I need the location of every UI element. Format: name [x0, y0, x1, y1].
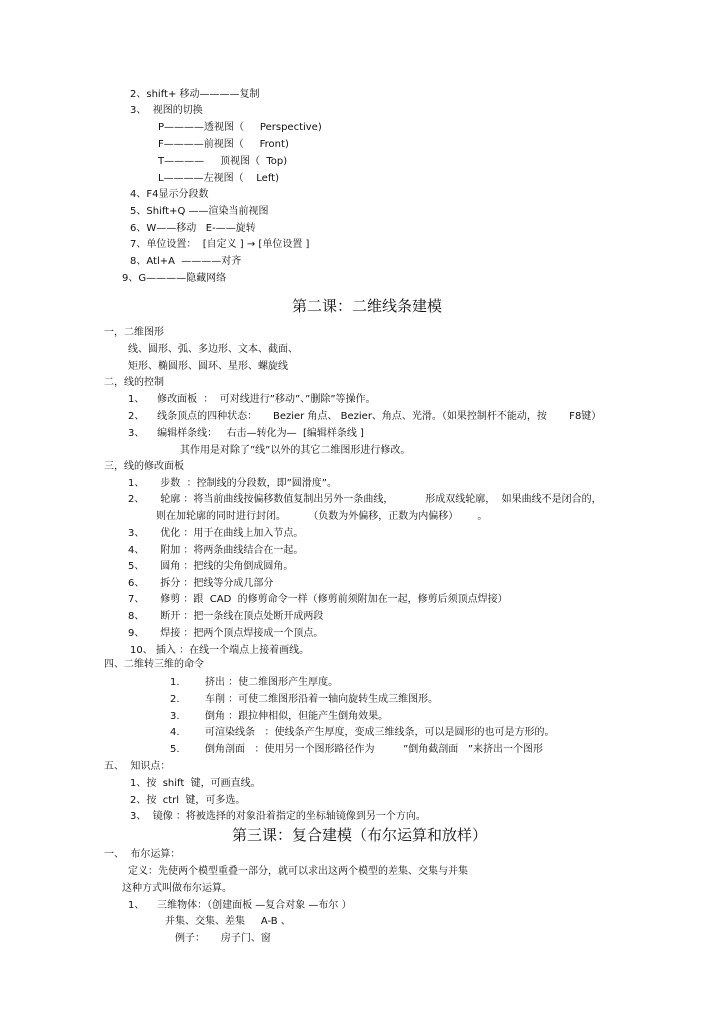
text-line: 8、Atl+A ————对齐 [130, 256, 242, 267]
text-line: 5. 倒角剖面 ：使用另一个图形路径作为 ”倒角截剖面 ”来挤出一个图形 [170, 744, 544, 755]
text-line: 2、 轮廓 ：将当前曲线按偏移数值复制出另外一条曲线， 形成双线轮廓， 如果曲线不是闭合的， [128, 494, 602, 505]
text-line: 6、W——移动 E-——旋转 [130, 223, 256, 234]
text-line: 9、G————隐藏网络 [122, 273, 227, 284]
text-line: 1. 挤出 ：使二维图形产生厚度。 [170, 677, 339, 688]
section-heading: 第三课：复合建模（布尔运算和放样） [232, 826, 488, 844]
text-line: 二，线的控制 [104, 377, 164, 388]
text-line: 其作用是对除了”线”以外的其它二维图形进行修改。 [180, 445, 411, 456]
text-line: 7、单位设置： [自定义 ] → [单位设置 ] [130, 239, 310, 250]
text-line: 2. 车削 ：可使二维图形沿着一轴向旋转生成三维图形。 [170, 694, 439, 705]
text-line: 7、 修剪 ：跟 CAD 的修剪命令一样（修剪前须附加在一起，修剪后须顶点焊接） [128, 594, 508, 605]
text-line: 1、 修改面板 ： 可对线进行”移动”、”删除”等操作。 [128, 394, 376, 405]
text-line: 1、 步数 ：控制线的分段数，即”圆滑度”。 [128, 478, 337, 489]
text-line: 线、圆形、弧、多边形、文本、截面、 [128, 344, 298, 355]
text-line: 一，二维图形 [104, 327, 164, 338]
text-line: 并集、交集、差集 A-B 、 [165, 916, 291, 927]
text-line: 3、 编辑样条线： 右击—转化为— [编辑样条线 ] [128, 428, 364, 439]
text-line: 3、 视图的切换 [130, 105, 203, 116]
text-line: 3. 倒角 ：跟拉伸相似，但能产生倒角效果。 [170, 711, 389, 722]
text-line: T———— 顶视图（ Top) [158, 156, 288, 167]
text-line: P————透视图（ Perspective) [158, 122, 322, 133]
text-line: 10、 插入 ：在线一个端点上接着画线。 [130, 645, 310, 656]
text-line: 4、F4显示分段数 [130, 189, 209, 200]
text-line: 2、shift+ 移动————复制 [130, 89, 260, 100]
text-line: 3、 镜像 ：将被选择的对象沿着指定的坐标轴镜像到另一个方向。 [130, 811, 426, 822]
text-line: 5、Shift+Q ——渲染当前视图 [130, 206, 269, 217]
text-line: F————前视图（ Front) [158, 139, 289, 150]
text-line: 一、 布尔运算： [104, 849, 181, 860]
text-line: 5、 圆角 ：把线的尖角倒成圆角。 [128, 561, 294, 572]
text-line: 9、 焊接 ：把两个顶点焊接成一个顶点。 [128, 628, 324, 639]
text-line: 3、 优化 ：用于在曲线上加入节点。 [128, 528, 304, 539]
text-line: 4. 可渲染线条 ：使线条产生厚度，变成三维线条，可以是圆形的也可是方形的。 [170, 727, 555, 738]
text-line: 五、 知识点： [104, 761, 171, 772]
text-line: L————左视图（ Left) [158, 173, 280, 184]
text-line: 这种方式叫做布尔运算。 [122, 883, 232, 894]
text-line: 四、二维转三维的命令 [104, 659, 204, 670]
section-heading: 第二课：二维线条建模 [292, 297, 443, 315]
text-line: 例子： 房子门、窗 [175, 933, 271, 944]
text-line: 三，线的修改面板 [104, 461, 184, 472]
text-line: 定义：先使两个模型重叠一部分，就可以求出这两个模型的差集、交集与并集 [128, 866, 468, 877]
text-line: 2、按 ctrl 键，可多选。 [130, 795, 246, 806]
text-line: 1、按 shift 键，可画直线。 [130, 778, 261, 789]
text-line: 2、 线条顶点的四种状态： Bezier 角点、 Bezier、角点、光滑。（如果控制杆不能动，按 F8键） [128, 411, 602, 422]
text-line: 则在加轮廓的同时进行封闭。 （负数为外偏移，正数为内偏移） 。 [156, 511, 488, 522]
text-line: 4、 附加 ：将两条曲线结合在一起。 [128, 545, 304, 556]
text-line: 6、 拆分 ：把线等分成几部分 [128, 578, 274, 589]
text-line: 1、 三维物体：（创建面板 —复合对象 —布尔 ） [128, 900, 352, 911]
text-line: 矩形、椭圆形、圆环、星形、螺旋线 [128, 361, 288, 372]
text-line: 8、 断开 ：把一条线在顶点处断开成两段 [128, 611, 324, 622]
